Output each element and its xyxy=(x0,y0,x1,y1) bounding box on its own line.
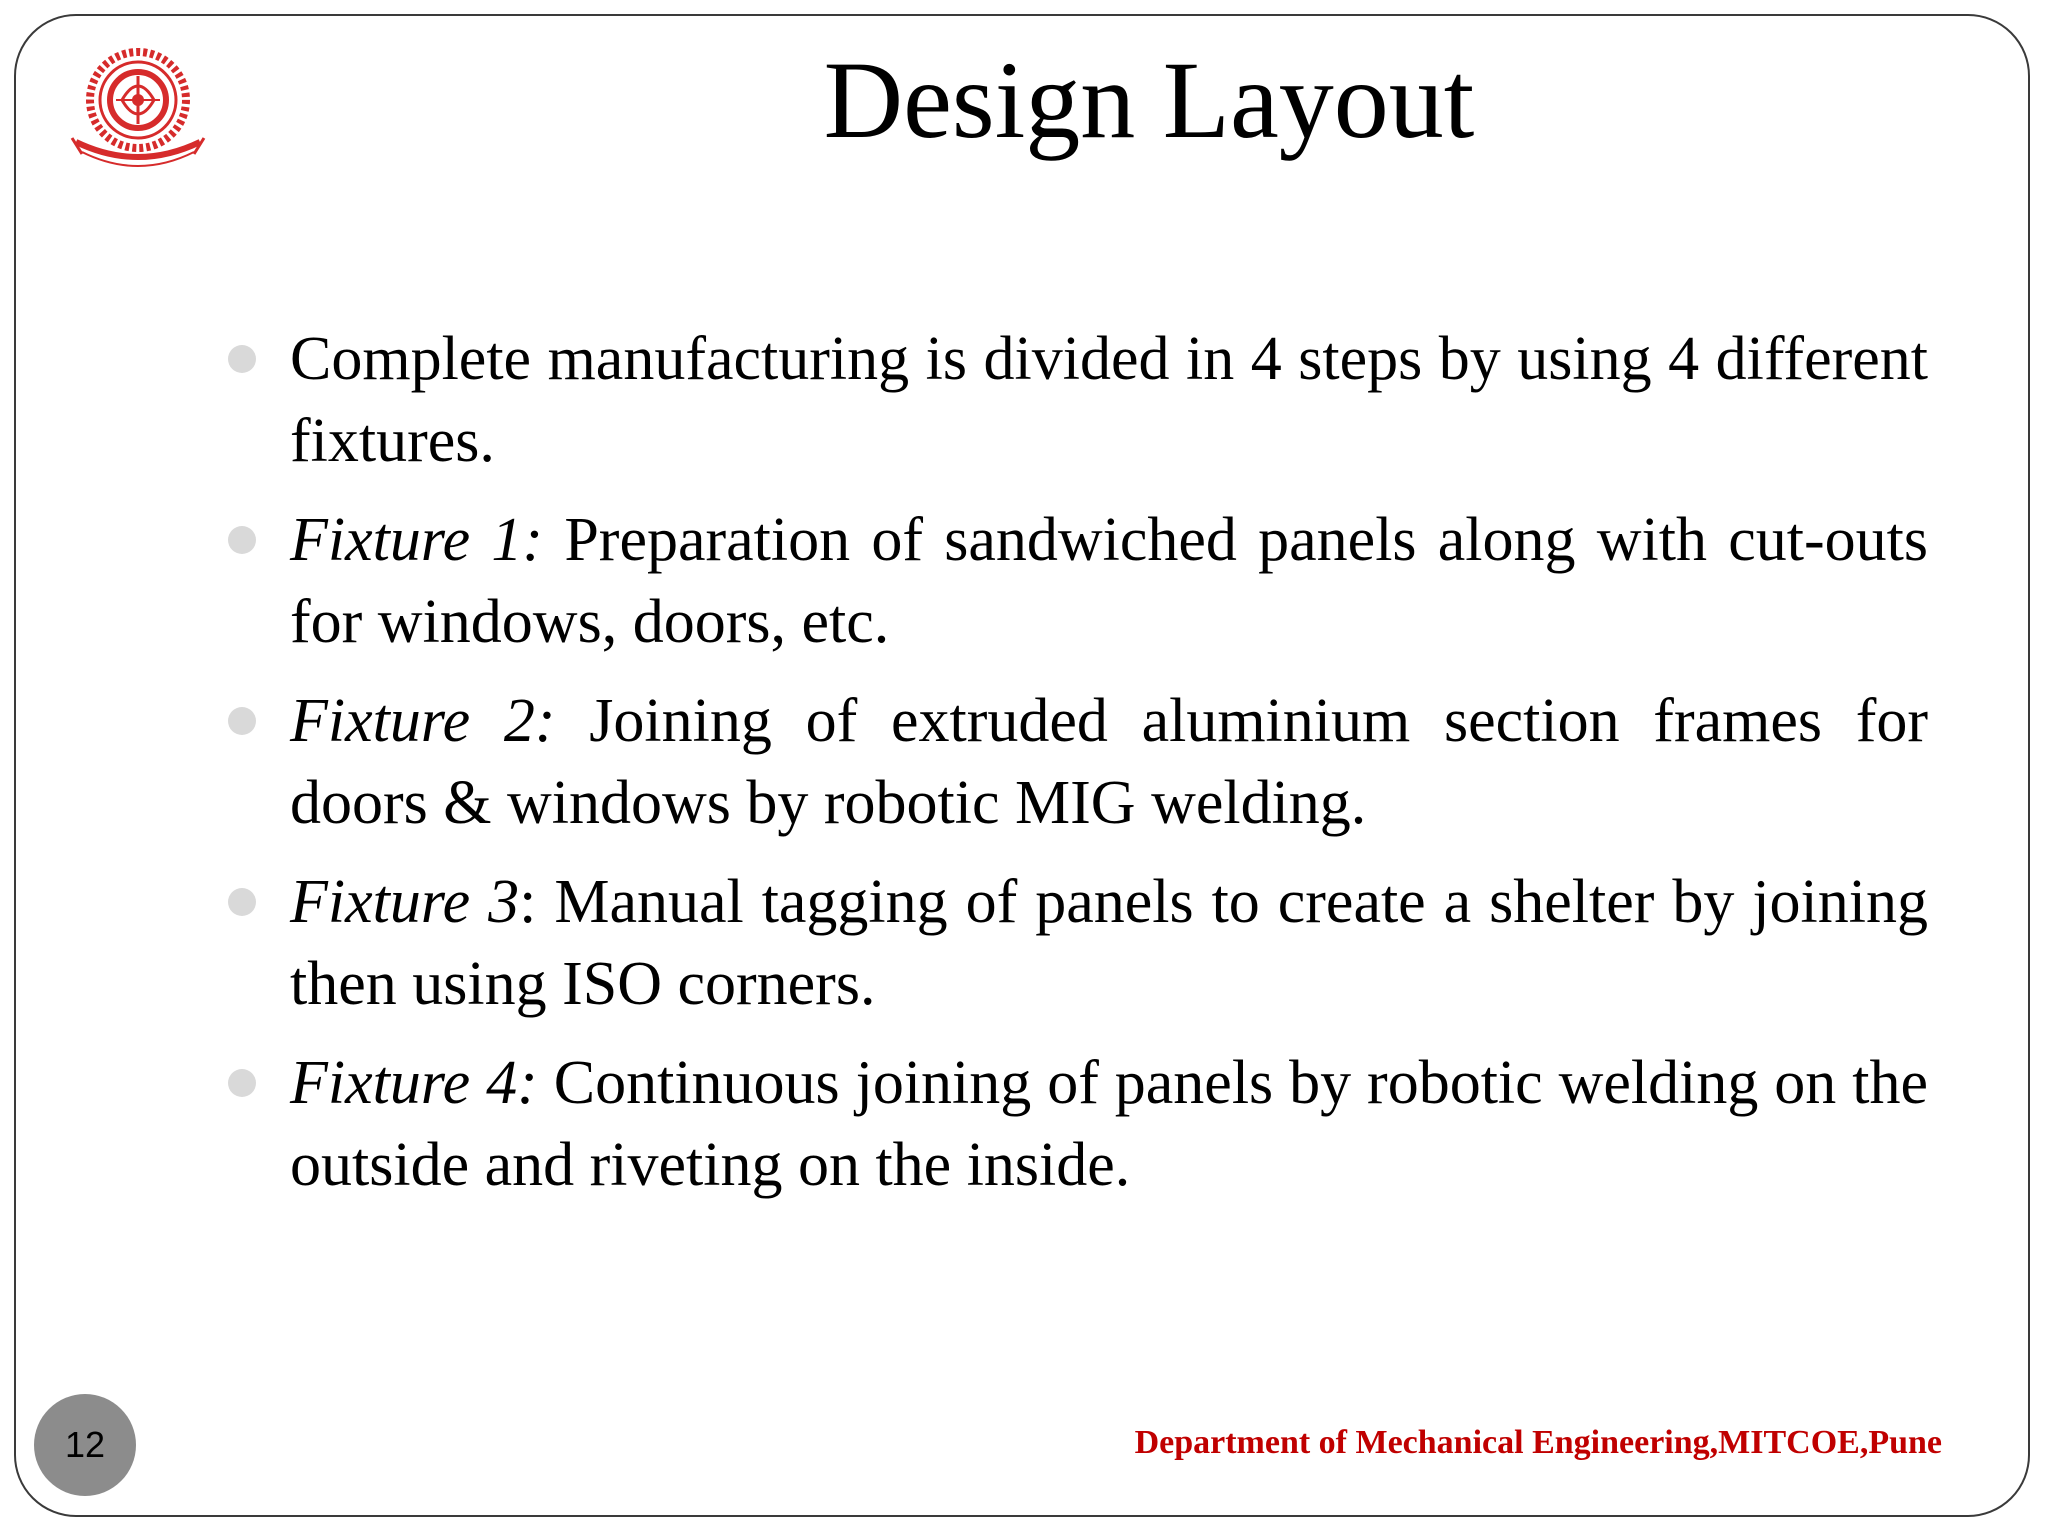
bullet-prefix: Fixture 2: xyxy=(290,687,556,755)
bullet-icon xyxy=(228,1069,256,1097)
footer-department: Department of Mechanical Engineering,MITCOE,Pune xyxy=(1134,1424,1942,1461)
institute-seal-icon xyxy=(66,42,210,176)
bullet-prefix: Fixture 1: xyxy=(290,506,544,574)
bullet-icon xyxy=(228,526,256,554)
bullet-item-2 xyxy=(228,499,1928,663)
bullet-icon xyxy=(228,888,256,916)
bullet-icon xyxy=(228,707,256,735)
bullet-list xyxy=(228,318,1928,1223)
bullet-text: Preparation of sandwiched panels along with cut-outs for windows, doors, etc. xyxy=(290,506,1928,656)
slide-title: Design Layout xyxy=(823,39,1475,161)
bullet-item-3 xyxy=(228,680,1928,844)
bullet-prefix: Fixture 4: xyxy=(290,1049,538,1117)
bullet-icon xyxy=(228,345,256,373)
bullet-item-1 xyxy=(228,318,1928,482)
page-number-badge: 12 xyxy=(34,1394,136,1496)
bullet-text: Complete manufacturing is divided in 4 steps by using 4 different fixtures. xyxy=(290,325,1928,475)
bullet-item-5 xyxy=(228,1042,1928,1206)
bullet-item-4 xyxy=(228,861,1928,1025)
bullet-text: Joining of extruded aluminium section frames for doors & windows by robotic MIG welding. xyxy=(290,687,1928,837)
bullet-text: Continuous joining of panels by robotic welding on the outside and riveting on the inside. xyxy=(290,1049,1928,1199)
bullet-text: : Manual tagging of panels to create a shelter by joining then using ISO corners. xyxy=(290,868,1928,1018)
bullet-prefix: Fixture 3 xyxy=(290,868,520,936)
